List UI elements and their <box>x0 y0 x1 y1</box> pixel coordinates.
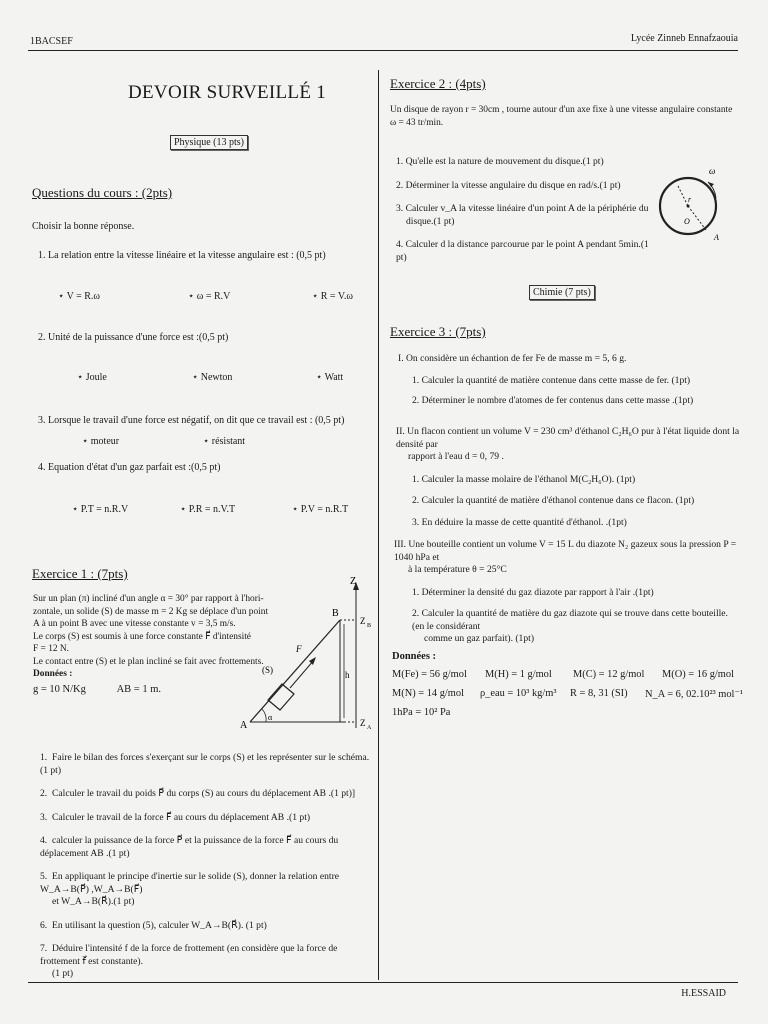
label-o: O <box>684 217 690 226</box>
label-za: Z <box>360 718 366 728</box>
data-mh: M(H) = 1 g/mol <box>485 669 552 680</box>
ex1-line-1: Sur un plan (π) incliné d'un angle α = 30° par rapport à l'hori- <box>33 594 264 604</box>
ex1-question-2: 2. Calculer le travail du poids P⃗ du corps (S) au cours du déplacement AB .(1 pt)] <box>40 788 356 799</box>
ex3-iii-question-1: 1. Déterminer la densité du gaz diazote par rapport à l'air .(1pt) <box>412 586 654 598</box>
ex3-ii-question-2: 2. Calculer la quantité de matière d'éthanol contenue dans ce flacon. (1pt) <box>412 495 695 506</box>
ex1-line-5: F = 12 N. <box>33 644 70 654</box>
ex3-i-statement: I. On considère un échantion de fer Fe de masse m = 5, 6 g. <box>398 353 627 364</box>
ex3-ii-question-1: 1. Calculer la masse molaire de l'éthanol M(C₂H₆O). (1pt) <box>412 473 636 485</box>
top-rule <box>28 50 738 51</box>
force-f-arrow <box>309 657 316 665</box>
ex3-ii-question-3: 3. En déduire la masse de cette quantité d'éthanol. .(1pt) <box>412 516 627 528</box>
data-mc: M(C) = 12 g/mol <box>573 669 645 680</box>
cours-q3: 3. Lorsque le travail d'une force est négatif, on dit que ce travail est : (0,5 pt) <box>38 415 345 426</box>
label-za-sub: A <box>367 725 372 731</box>
ex3-donnees-label: Données : <box>392 651 437 662</box>
cours-q2: 2. Unité de la puissance d'une force est :(0,5 pt) <box>38 332 229 343</box>
class-label: 1BACSEF <box>30 36 73 47</box>
ex3-iii-question-2: 2. Calculer la quantité de matière du gaz diazote qui se trouve dans cette bouteille.(en le considérant <box>412 608 728 632</box>
column-divider <box>378 70 379 980</box>
label-r: r <box>688 195 692 204</box>
ex2-heading: Exercice 2 : (4pts) <box>390 76 486 91</box>
bottom-rule <box>28 982 738 983</box>
angle-arc <box>262 709 266 722</box>
ex2-intro-2: ω = 43 tr/min. <box>390 117 444 128</box>
cours-heading: Questions du cours : (2pts) <box>32 185 173 200</box>
ex2-question-2: 2. Déterminer la vitesse angulaire du disque en rad/s.(1 pt) <box>396 179 621 191</box>
data-r: R = 8, 31 (SI) <box>570 688 628 699</box>
data-mn: M(N) = 14 g/mol <box>392 688 464 699</box>
q1-option-2: ⋆ ω = R.V <box>188 291 231 302</box>
label-zb: Z <box>360 616 366 626</box>
ex3-part-2 <box>396 426 741 529</box>
physique-box: Physique (13 pts) <box>170 135 248 150</box>
q1-option-1: ⋆ V = R.ω <box>58 291 101 302</box>
ex1-question-3: 3. Calculer le travail de la force F⃗ au cours du déplacement AB .(1 pt) <box>40 811 311 823</box>
ex1-g: g = 10 N/Kg <box>33 683 86 695</box>
ex1-question-7-cont: (1 pt) <box>52 968 74 979</box>
cours-q1: 1. La relation entre la vitesse linéaire et la vitesse angulaire est : (0,5 pt) <box>38 250 326 261</box>
ex1-line-2: zontale, un solide (S) de masse m = 2 Kg se déplace d'un point <box>33 606 269 617</box>
q4-option-2: ⋆ P.R = n.V.T <box>180 504 236 515</box>
label-f: F <box>296 644 302 654</box>
ex1-line-4: Le corps (S) est soumis à une force constante F⃗ d'intensité <box>33 631 251 642</box>
ex3-i-question-1: 1. Calculer la quantité de matière contenue dans cette masse de fer. (1pt) <box>412 374 691 386</box>
disk-diagram <box>654 164 732 244</box>
ex1-line-3: A à un point B avec une vitesse constante v = 3,5 m/s. <box>33 619 236 629</box>
ex1-donnees-label: Données : <box>33 669 73 679</box>
q2-option-2: ⋆ Newton <box>192 372 233 383</box>
data-mo: M(O) = 16 g/mol <box>662 669 734 680</box>
ex2-statement <box>390 104 735 129</box>
q2-option-3: ⋆ Watt <box>316 372 344 383</box>
q3-option-1: ⋆ moteur <box>82 436 120 447</box>
label-s: (S) <box>262 665 273 675</box>
ex3-iii-line-2: à la température θ = 25°C <box>408 564 507 575</box>
label-b: B <box>332 608 339 619</box>
ex3-iii-line-1: III. Une bouteille contient un volume V = 15 L du diazote N₂ gazeux sous la pression P = 1040 hPa et <box>394 539 737 563</box>
data-hpa: 1hPa = 10² Pa <box>392 707 451 718</box>
ex1-ab: AB = 1 m. <box>116 683 161 695</box>
label-alpha: α <box>268 713 273 722</box>
ex1-questions <box>40 752 375 981</box>
ex3-part-1 <box>398 353 743 408</box>
label-z: Z <box>350 576 357 587</box>
inclined-plane-diagram <box>232 572 378 732</box>
author-footer: H.ESSAID <box>681 988 726 999</box>
ex1-question-5: 5. En appliquant le principe d'inertie sur le solide (S), donner la relation entre W_A→B(P⃗) ,W_A→B(F⃗) <box>40 871 340 895</box>
ex2-intro-1: Un disque de rayon r = 30cm , tourne autour d'un axe fixe à une vitesse angulaire constante <box>390 105 733 115</box>
force-f-vector <box>290 660 314 688</box>
ex2-question-1: 1. Qu'elle est la nature de mouvement du disque.(1 pt) <box>396 156 604 167</box>
ex3-ii-line-1: II. Un flacon contient un volume V = 230 cm³ d'éthanol C₂H₆O pur à l'état liquide dont la densité par <box>396 426 740 450</box>
chimie-box: Chimie (7 pts) <box>529 285 595 300</box>
label-zb-sub: B <box>367 623 372 629</box>
label-h: h <box>345 670 350 680</box>
ex3-heading: Exercice 3 : (7pts) <box>390 324 486 339</box>
data-na: N_A = 6, 02.10²³ mol⁻¹ <box>645 689 744 700</box>
page-title: DEVOIR SURVEILLÉ 1 <box>128 82 327 103</box>
label-a: A <box>240 720 248 731</box>
ex1-question-5-cont: et W_A→B(R⃗).(1 pt) <box>52 896 135 907</box>
ex3-iii-question-2-cont: comme un gaz parfait). (1pt) <box>424 633 535 644</box>
ex2-question-3-cont: disque.(1 pt) <box>406 215 455 227</box>
q2-option-1: ⋆ Joule <box>77 372 107 383</box>
radius-line <box>688 206 706 230</box>
ex1-heading: Exercice 1 : (7pts) <box>32 566 128 581</box>
reference-line <box>678 186 688 206</box>
ex2-questions <box>396 156 661 264</box>
ex1-question-1: 1. Faire le bilan des forces s'exerçant sur le corps (S) et les représenter sur le schéma.(1 pt) <box>40 752 370 776</box>
ex1-question-6: 6. En utilisant la question (5), calculer W_A→B(R⃗). (1 pt) <box>40 919 267 931</box>
cours-instruction: Choisir la bonne réponse. <box>32 221 135 232</box>
label-omega: ω <box>709 166 716 176</box>
data-rho-eau: ρ_eau = 10³ kg/m³ <box>480 688 557 699</box>
ex1-question-4: 4. calculer la puissance de la force P⃗ et la puissance de la force F⃗ au cours du déplacement AB .(1 pt) <box>40 835 339 859</box>
label-a-disk: A <box>714 233 719 242</box>
q3-option-2: ⋆ résistant <box>203 436 246 447</box>
ex2-question-4: 4. Calculer d la distance parcourue par le point A pendant 5min.(1 pt) <box>396 239 649 263</box>
school-name: Lycée Zinneb Ennafzaouia <box>630 33 738 44</box>
ex3-ii-line-2: rapport à l'eau d = 0, 79 . <box>408 451 504 462</box>
ex2-question-3: 3. Calculer v_A la vitesse linéaire d'un point A de la périphérie du <box>396 203 649 214</box>
ex3-i-question-2: 2. Déterminer le nombre d'atomes de fer contenus dans cette masse .(1pt) <box>412 395 694 406</box>
q1-option-3: ⋆ R = V.ω <box>312 291 353 302</box>
cours-q4: 4. Equation d'état d'un gaz parfait est :(0,5 pt) <box>38 462 221 473</box>
center-dot <box>687 205 690 208</box>
ex3-part-3 <box>394 539 739 646</box>
ex1-question-7: 7. Déduire l'intensité f de la force de frottement (en considère que la force de frottement f⃗ est constante). <box>40 943 338 967</box>
ex1-line-6: Le contact entre (S) et le plan incliné se fait avec frottements. <box>33 656 264 667</box>
data-mfe: M(Fe) = 56 g/mol <box>392 669 467 680</box>
q4-option-1: ⋆ P.T = n.R.V <box>72 504 129 515</box>
q4-option-3: ⋆ P.V = n.R.T <box>292 504 349 515</box>
